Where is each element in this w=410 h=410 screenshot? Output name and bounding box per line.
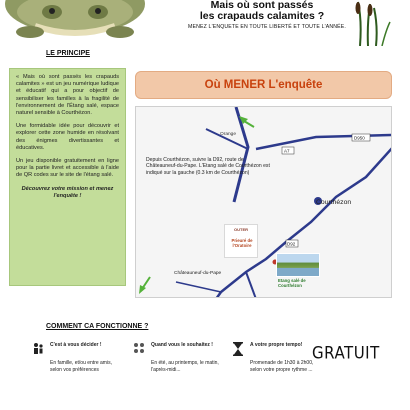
etang-photo: [276, 253, 320, 277]
how-col-who: [32, 342, 122, 402]
principe-paragraph-1: « Mais où sont passés les crapauds calamites » est un jeu numérique ludique et éducatif qui a pour objectif de sensibiliser les familles à la fragilité de l'environnement de l'Étang salé, espace naturel sensible à Courthézon.: [16, 74, 119, 117]
how-col-when: [133, 342, 223, 402]
how-title: COMMENT CA FONCTIONNE ?: [46, 323, 149, 330]
how-who-lead: C'est à vous décider !: [50, 342, 102, 348]
prieure-logo: OUTER: [234, 227, 248, 232]
game-title-line1: Mais où sont passés: [210, 0, 314, 11]
free-label: GRATUIT: [312, 342, 380, 364]
reeds-icon: [352, 0, 392, 46]
principe-paragraph-2: Une formidable idée pour découvrir et explorer cette zone humide en résolvant des énigmes divertissantes et éducatives.: [16, 123, 119, 151]
how-who-body: En famille, et/ou entre amis, selon vos préférences: [50, 360, 112, 373]
principe-box: [9, 68, 126, 286]
map-label-orange: Orange: [220, 132, 236, 137]
where-banner: Où MENER L'enquête: [135, 71, 392, 99]
hourglass-icon: [232, 342, 244, 356]
etang-label: Etang salé de Courthézon: [278, 278, 306, 288]
map-roads: [136, 107, 392, 298]
toad-illustration: [0, 0, 150, 40]
how-when-lead: Quand vous le souhaitez !: [151, 342, 213, 348]
road-a7-label: A7: [284, 148, 290, 154]
seasons-icon: [133, 342, 145, 356]
map-label-chateauneuf: Châteauneuf-du-Pape: [174, 271, 222, 276]
principe-title: LE PRINCIPE: [46, 50, 90, 57]
road-d950-label: D950: [354, 135, 365, 141]
header-subtitle: MENEZ L'ENQUETE EN TOUTE LIBERTÉ ET TOUTE L'ANNÉE.: [188, 24, 346, 30]
how-tempo-body: Promenade de 1h30 à 2h00, selon votre propre rythme ...: [250, 360, 314, 373]
game-title: [162, 0, 362, 22]
game-title-line2: les crapauds calamites ?: [199, 10, 325, 22]
road-d92-label: D92: [287, 241, 296, 247]
how-col-tempo: [232, 342, 322, 402]
how-when-body: En été, au printemps, le matin, l'après-midi...: [151, 360, 219, 373]
people-icon: [32, 342, 44, 356]
principe-paragraph-3: Un jeu disponible gratuitement en ligne pour la partie livret et accessible à l'aide de QR codes sur le site de l'étang salé.: [16, 158, 119, 179]
principe-closing: Découvrez votre mission et menez l'enquête !: [21, 185, 114, 199]
how-tempo-lead: A votre propre tempo!: [250, 342, 303, 348]
map-label-courthezon: Courthézon: [316, 199, 352, 206]
prieure-label: Prieuré de l'Oratoire: [231, 238, 253, 248]
map-directions: Depuis Courthézon, suivre la D92, route de Châteauneuf-du-Pape. L'Etang salé de Courthézon est indiqué sur la gauche (0.3 km de Courthézon): [146, 157, 270, 176]
prieure-marker: [224, 224, 258, 258]
location-map: [135, 106, 392, 298]
